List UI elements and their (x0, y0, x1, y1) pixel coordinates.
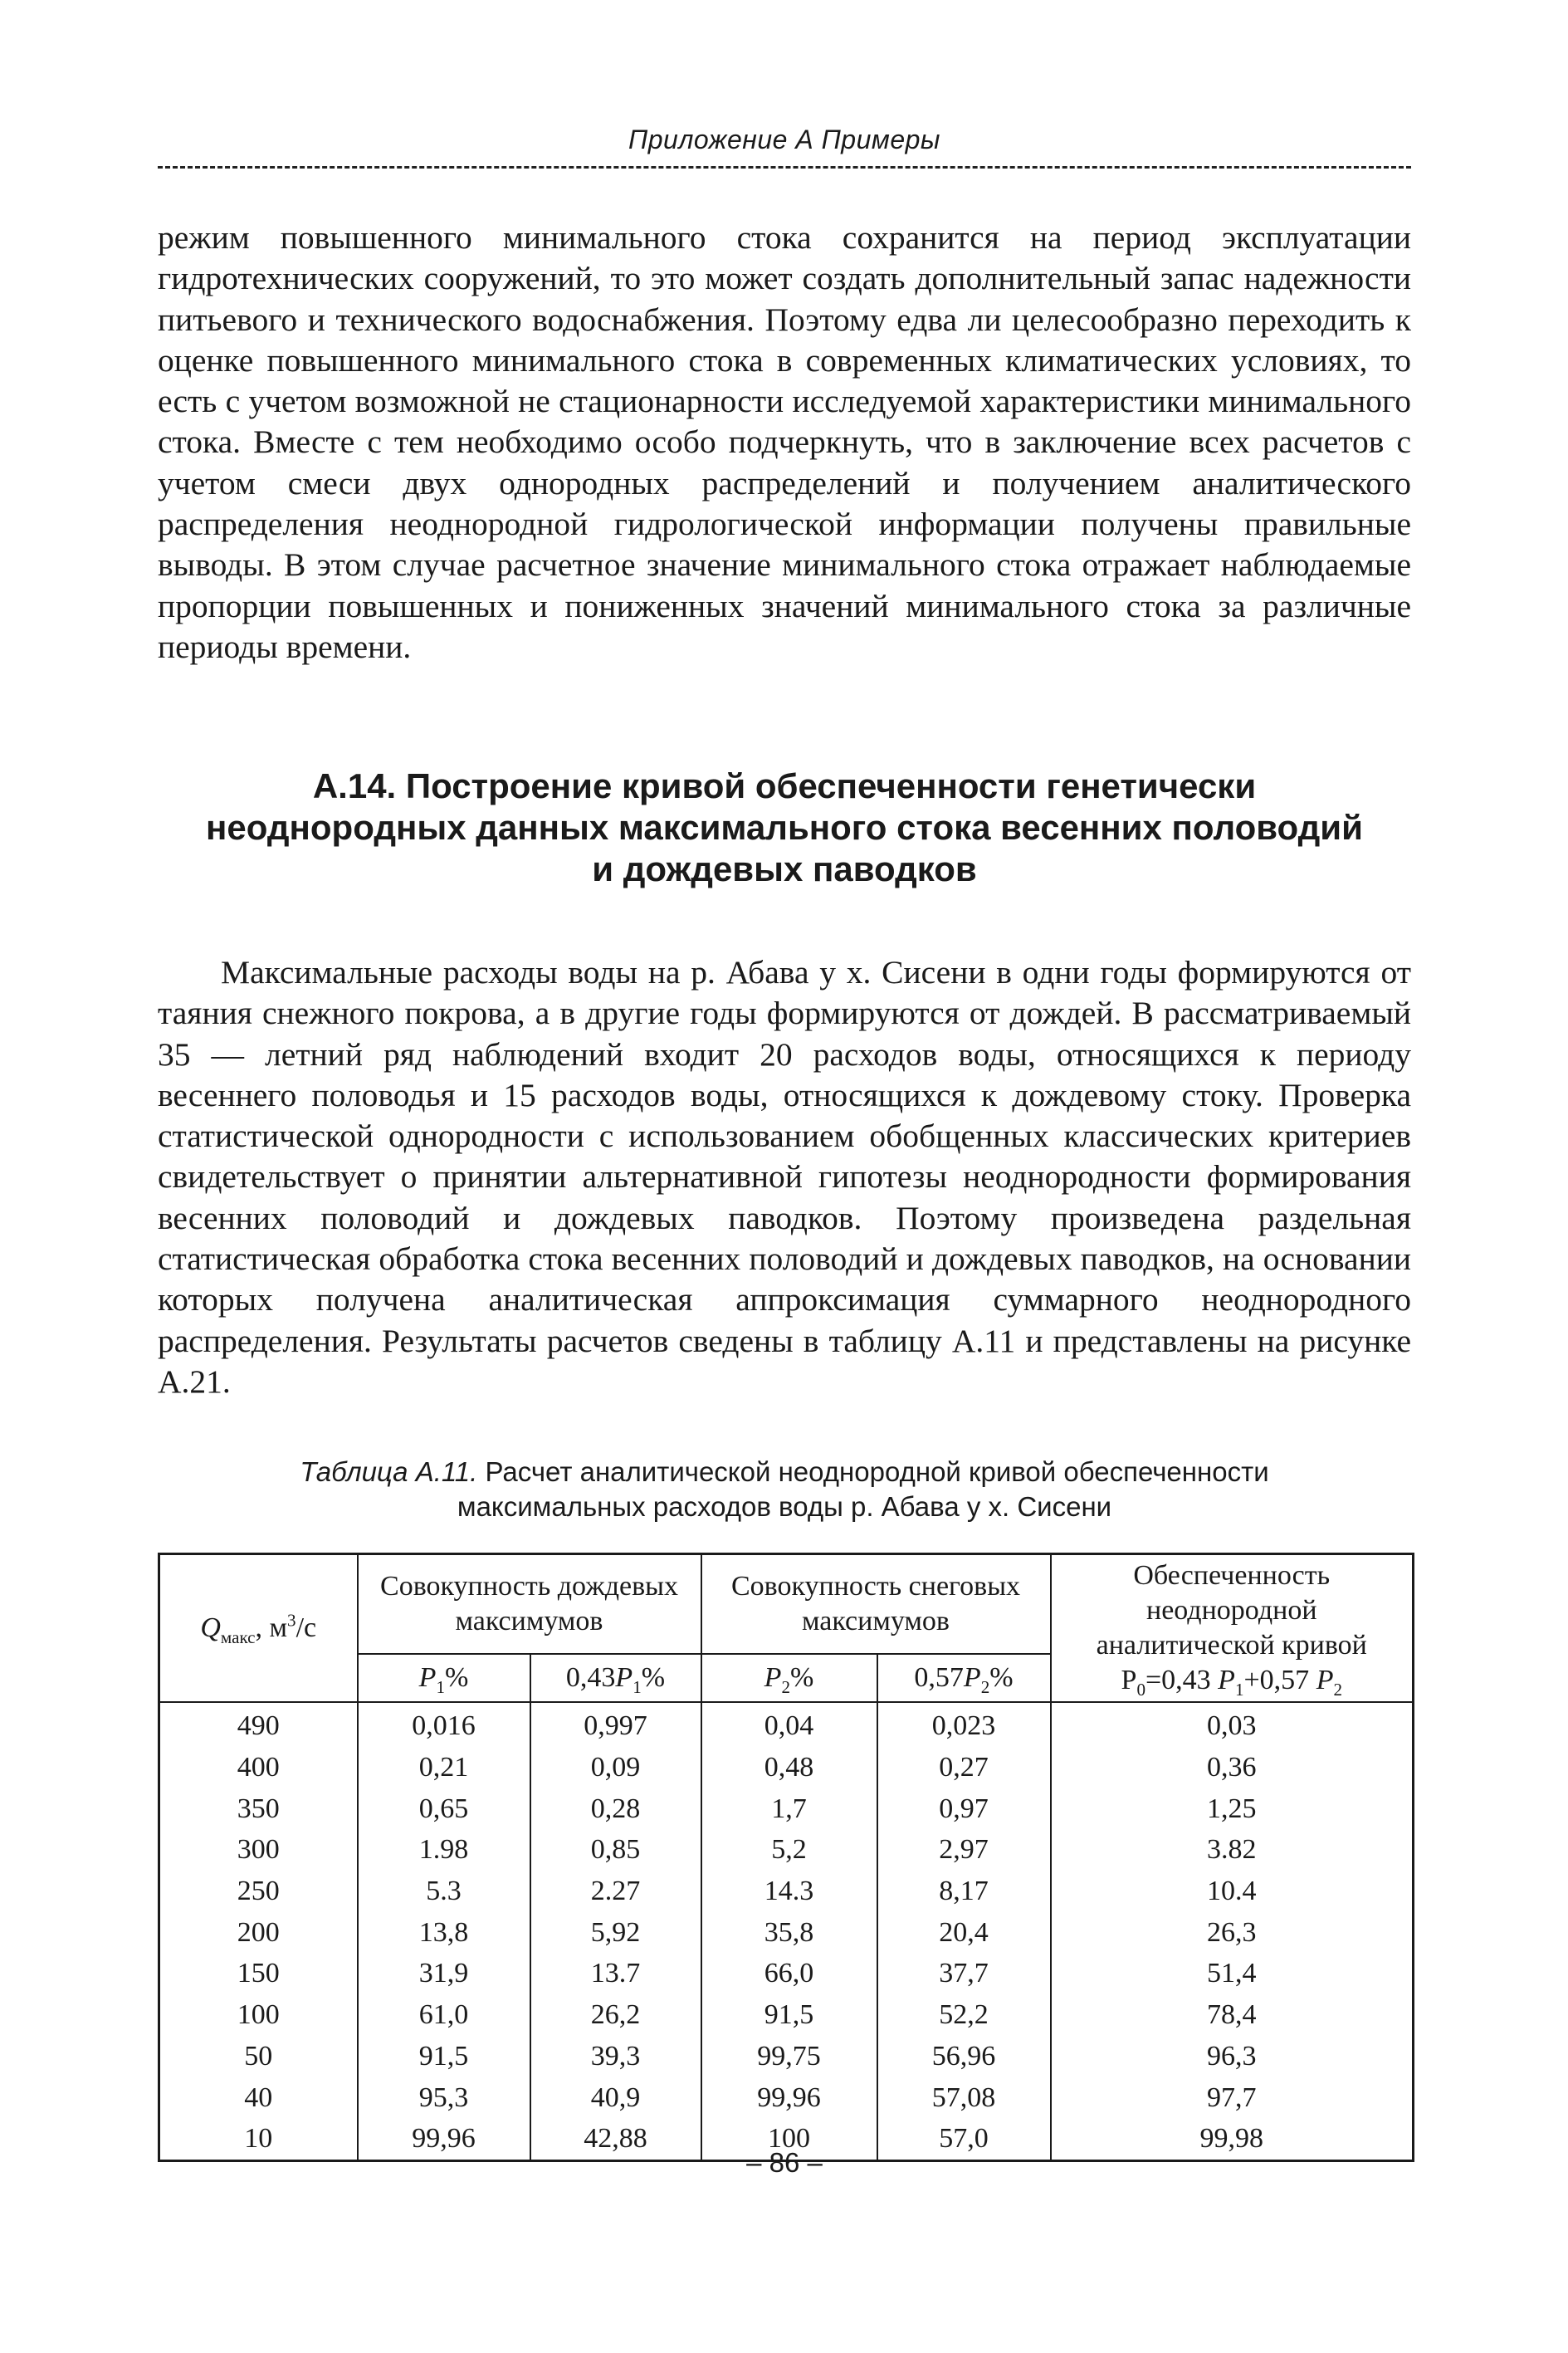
cell-p1: 13,8 (358, 1912, 530, 1954)
cell-q: 10 (159, 2118, 358, 2160)
table-caption-line-2: максимальных расходов воды р. Абава у х. Сисени (457, 1491, 1112, 1522)
cell-p0: 0,03 (1051, 1702, 1414, 1748)
header-p2: $P_2\%$ (701, 1654, 877, 1702)
table-row (159, 2077, 1414, 2119)
cell-q: 150 (159, 1954, 358, 1995)
cell-p1: 95,3 (358, 2077, 530, 2119)
section-paragraph: Максимальные расходы воды на р. Абава у х. Сисени в одни годы формируются от таяния снежного покрова, а в другие годы формируются от дождей. В рассматриваемый 35 — летний ряд наблюдений входит 20 расходов воды, относящихся к периоду весеннего половодья и 15 расходов воды, относящихся к дождевому стоку. Проверка статистической однородности с использованием обобщенных классических критериев свидетельствует о принятии альтернативной гипотезы неоднородности формирования весенних половодий и дождевых паводков. Поэтому произведена раздельная статистическая обработка стока весенних половодий и дождевых паводков, на основании которых получена аналитическая аппроксимация суммарного неоднородного распределения. Результаты расчетов сведены в таблицу А.11 и представлены на рисунке А.21. (158, 954, 1411, 1400)
cell-q: 50 (159, 2036, 358, 2077)
cell-p1-weighted: 0,09 (530, 1747, 701, 1788)
header-p1-weighted: $0,43P_1\%$ (530, 1654, 701, 1702)
cell-p2-weighted: 0,023 (877, 1702, 1051, 1748)
cell-p1: 0,21 (358, 1747, 530, 1788)
cell-p2-weighted: 56,96 (877, 2036, 1051, 2077)
header-discharge: $Q_{макс}$, $м^3/с$ (159, 1554, 358, 1702)
cell-p2: 5,2 (701, 1830, 877, 1871)
section-heading (158, 766, 1411, 890)
cell-p0: 51,4 (1051, 1954, 1414, 1995)
cell-p0: 26,3 (1051, 1912, 1414, 1954)
cell-p1-weighted: 0,997 (530, 1702, 701, 1748)
cell-p2: 0,48 (701, 1747, 877, 1788)
table-row (159, 1702, 1414, 1748)
cell-p2: 0,04 (701, 1702, 877, 1748)
cell-q: 350 (159, 1788, 358, 1830)
cell-p2: 91,5 (701, 1994, 877, 2036)
cell-p1: 61,0 (358, 1994, 530, 2036)
cell-p2-weighted: 20,4 (877, 1912, 1051, 1954)
cell-p0: 78,4 (1051, 1994, 1414, 2036)
table-row (159, 1830, 1414, 1871)
cell-p0: 99,98 (1051, 2118, 1414, 2160)
running-head: Приложение А Примеры (628, 125, 940, 154)
cell-p1: 1.98 (358, 1830, 530, 1871)
cell-q: 250 (159, 1871, 358, 1912)
table-row (159, 1912, 1414, 1954)
table-header-row (159, 1554, 1414, 1654)
table-row (159, 1788, 1414, 1830)
section-heading-line-1: А.14. Построение кривой обеспеченности генетически (312, 766, 1257, 805)
table-body (159, 1702, 1414, 2161)
header-rain-group: Совокупность дождевых максимумов (358, 1554, 701, 1654)
header-total-probability: Обеспеченность неоднородной аналитической кривой $P_0=0,43$ $P_1+0,57$ $P_2$ (1051, 1554, 1414, 1702)
cell-p2-weighted: 8,17 (877, 1871, 1051, 1912)
cell-p2-weighted: 0,97 (877, 1788, 1051, 1830)
cell-p2-weighted: 57,08 (877, 2077, 1051, 2119)
table-row (159, 2036, 1414, 2077)
table-row (159, 1994, 1414, 2036)
cell-p0: 10.4 (1051, 1871, 1414, 1912)
cell-p1-weighted: 40,9 (530, 2077, 701, 2119)
cell-p1: 91,5 (358, 2036, 530, 2077)
cell-p2: 66,0 (701, 1954, 877, 1995)
cell-p2-weighted: 52,2 (877, 1994, 1051, 2036)
cell-p2-weighted: 0,27 (877, 1747, 1051, 1788)
cell-p0: 1,25 (1051, 1788, 1414, 1830)
cell-p0: 97,7 (1051, 2077, 1414, 2119)
cell-p0: 0,36 (1051, 1747, 1414, 1788)
cell-p0: 96,3 (1051, 2036, 1414, 2077)
cell-p2-weighted: 57,0 (877, 2118, 1051, 2160)
cell-p1-weighted: 0,85 (530, 1830, 701, 1871)
cell-p1: 5.3 (358, 1871, 530, 1912)
cell-p1-weighted: 0,28 (530, 1788, 701, 1830)
header-p2-weighted: $0,57P_2\%$ (877, 1654, 1051, 1702)
cell-p2: 99,96 (701, 2077, 877, 2119)
table-caption (158, 1455, 1411, 1524)
cell-p1: 31,9 (358, 1954, 530, 1995)
cell-p1: 99,96 (358, 2118, 530, 2160)
cell-p1-weighted: 5,92 (530, 1912, 701, 1954)
cell-q: 100 (159, 1994, 358, 2036)
cell-p2: 99,75 (701, 2036, 877, 2077)
cell-q: 490 (159, 1702, 358, 1748)
cell-p1-weighted: 39,3 (530, 2036, 701, 2077)
cell-p1-weighted: 13.7 (530, 1954, 701, 1995)
cell-p2-weighted: 37,7 (877, 1954, 1051, 1995)
cell-p2: 1,7 (701, 1788, 877, 1830)
cell-p0: 3.82 (1051, 1830, 1414, 1871)
cell-q: 400 (159, 1747, 358, 1788)
header-p1: $P_1\%$ (358, 1654, 530, 1702)
intro-paragraph: режим повышенного минимального стока сохранится на период эксплуатации гидротехнических сооружений, то это может создать дополнительный запас надежности питьевого и технического водоснабжения. Поэтому едва ли целесообразно переходить к оценке повышенного минимального стока в современных климатических условиях, то есть с учетом возможной не стационарности исследуемой характеристики минимального стока. Вместе с тем необходимо особо подчеркнуть, что в заключение всех расчетов с учетом смеси двух однородных распределений и получением аналитического распределения неоднородной гидрологической информации получены правильные выводы. В этом случае расчетное значение минимального стока отражает наблюдаемые пропорции повышенных и пониженных значений минимального стока за различные периоды времени. (158, 219, 1411, 665)
header-divider (158, 166, 1411, 169)
table-row (159, 1871, 1414, 1912)
table-caption-label: Таблица А.11. (300, 1456, 478, 1487)
cell-p1: 0,65 (358, 1788, 530, 1830)
cell-q: 40 (159, 2077, 358, 2119)
table-row (159, 1747, 1414, 1788)
cell-p2: 14.3 (701, 1871, 877, 1912)
page-number: – 86 – (746, 2147, 823, 2178)
cell-p1-weighted: 26,2 (530, 1994, 701, 2036)
cell-p2: 100 (701, 2118, 877, 2160)
cell-q: 300 (159, 1830, 358, 1871)
header-snow-group: Совокупность снеговых максимумов (701, 1554, 1051, 1654)
cell-p1: 0,016 (358, 1702, 530, 1748)
cell-p2-weighted: 2,97 (877, 1830, 1051, 1871)
section-heading-line-2: неоднородных данных максимального стока весенних половодий (206, 808, 1363, 847)
table-row (159, 1954, 1414, 1995)
cell-q: 200 (159, 1912, 358, 1954)
section-heading-line-3: и дождевых паводков (592, 849, 977, 888)
cell-p2: 35,8 (701, 1912, 877, 1954)
cell-p1-weighted: 42,88 (530, 2118, 701, 2160)
table-caption-line-1: Расчет аналитической неоднородной кривой обеспеченности (485, 1456, 1269, 1487)
cell-p1-weighted: 2.27 (530, 1871, 701, 1912)
results-table (158, 1553, 1414, 2162)
